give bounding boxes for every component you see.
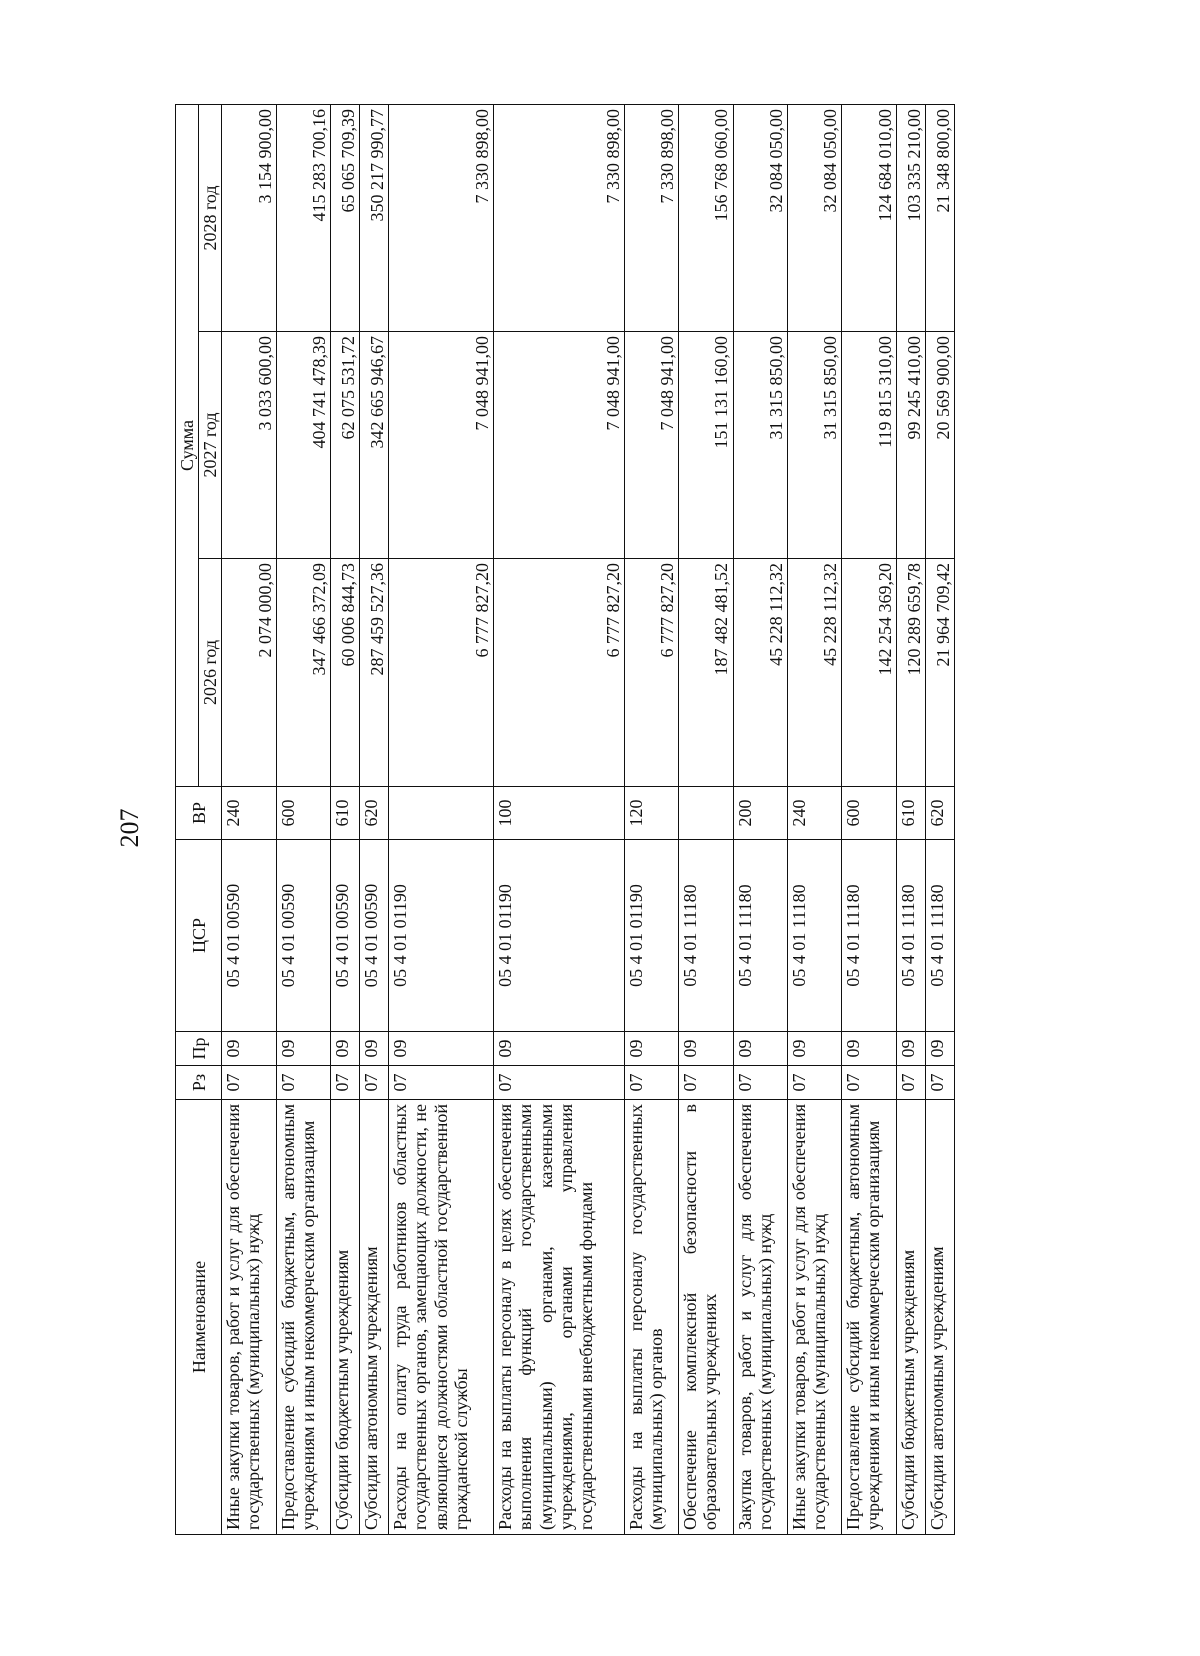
table-row <box>360 104 389 1534</box>
cell-2028: 124 684 010,00 <box>842 104 896 331</box>
table-row <box>276 104 330 1534</box>
cell-rz: 07 <box>276 1066 330 1100</box>
table-row <box>494 104 624 1534</box>
cell-2026: 6 777 827,20 <box>624 559 678 787</box>
cell-2028: 7 330 898,00 <box>494 104 624 331</box>
cell-2026: 142 254 369,20 <box>842 559 896 787</box>
cell-vr: 610 <box>896 787 925 840</box>
cell-2027: 31 315 850,00 <box>733 332 787 559</box>
cell-vr: 240 <box>787 787 841 840</box>
header-2027: 2027 год <box>199 332 222 559</box>
cell-name: Расходы на выплаты персоналу в целях обеспечения выполнения функций государственными (муниципальными) органами, казенными учреждениями, органами управления государственными внебюджетными фондами <box>494 1100 624 1535</box>
cell-csr: 05 4 01 01190 <box>494 840 624 1032</box>
cell-2026: 2 074 000,00 <box>222 559 276 787</box>
cell-csr: 05 4 01 11180 <box>842 840 896 1032</box>
cell-2027: 7 048 941,00 <box>389 332 494 559</box>
cell-rz: 07 <box>222 1066 276 1100</box>
cell-2027: 3 033 600,00 <box>222 332 276 559</box>
cell-pr: 09 <box>733 1032 787 1066</box>
cell-2026: 6 777 827,20 <box>494 559 624 787</box>
table-body <box>222 104 955 1534</box>
cell-2026: 45 228 112,32 <box>733 559 787 787</box>
cell-2027: 31 315 850,00 <box>787 332 841 559</box>
cell-vr: 120 <box>624 787 678 840</box>
cell-name: Предоставление субсидий бюджетным, автономным учреждениям и иным некоммерческим организациям <box>276 1100 330 1535</box>
cell-2028: 65 065 709,39 <box>331 104 360 331</box>
cell-csr: 05 4 01 11180 <box>925 840 954 1032</box>
cell-rz: 07 <box>679 1066 733 1100</box>
cell-csr: 05 4 01 11180 <box>787 840 841 1032</box>
cell-rz: 07 <box>925 1066 954 1100</box>
cell-name: Предоставление субсидий бюджетным, автономным учреждениям и иным некоммерческим организациям <box>842 1100 896 1535</box>
cell-2026: 60 006 844,73 <box>331 559 360 787</box>
table-row <box>733 104 787 1534</box>
cell-2027: 7 048 941,00 <box>624 332 678 559</box>
cell-rz: 07 <box>787 1066 841 1100</box>
header-2028: 2028 год <box>199 104 222 331</box>
cell-pr: 09 <box>624 1032 678 1066</box>
cell-vr: 610 <box>331 787 360 840</box>
cell-vr: 600 <box>842 787 896 840</box>
cell-csr: 05 4 01 00590 <box>360 840 389 1032</box>
cell-pr: 09 <box>679 1032 733 1066</box>
cell-csr: 05 4 01 11180 <box>733 840 787 1032</box>
cell-vr: 200 <box>733 787 787 840</box>
header-pr: Пр <box>176 1032 222 1066</box>
table-row <box>222 104 276 1534</box>
cell-name: Субсидии автономным учреждениям <box>925 1100 954 1535</box>
cell-2026: 347 466 372,09 <box>276 559 330 787</box>
cell-2028: 7 330 898,00 <box>624 104 678 331</box>
cell-2027: 404 741 478,39 <box>276 332 330 559</box>
cell-pr: 09 <box>787 1032 841 1066</box>
cell-2026: 120 289 659,78 <box>896 559 925 787</box>
cell-rz: 07 <box>494 1066 624 1100</box>
cell-2028: 3 154 900,00 <box>222 104 276 331</box>
cell-name: Иные закупки товаров, работ и услуг для обеспечения государственных (муниципальных) нужд <box>787 1100 841 1535</box>
cell-vr: 620 <box>360 787 389 840</box>
cell-pr: 09 <box>331 1032 360 1066</box>
cell-vr: 100 <box>494 787 624 840</box>
cell-csr: 05 4 01 01190 <box>389 840 494 1032</box>
cell-pr: 09 <box>360 1032 389 1066</box>
cell-2026: 187 482 481,52 <box>679 559 733 787</box>
header-csr: ЦСР <box>176 840 222 1032</box>
cell-2027: 62 075 531,72 <box>331 332 360 559</box>
cell-2027: 99 245 410,00 <box>896 332 925 559</box>
cell-name: Субсидии автономным учреждениям <box>360 1100 389 1535</box>
cell-2026: 6 777 827,20 <box>389 559 494 787</box>
cell-rz: 07 <box>389 1066 494 1100</box>
cell-name: Расходы на оплату труда работников областных государственных органов, замещающих должности, не являющиеся должностями областной государственной гражданской службы <box>389 1100 494 1535</box>
cell-2026: 287 459 527,36 <box>360 559 389 787</box>
cell-2028: 350 217 990,77 <box>360 104 389 331</box>
cell-2026: 21 964 709,42 <box>925 559 954 787</box>
table-row <box>787 104 841 1534</box>
cell-pr: 09 <box>842 1032 896 1066</box>
cell-pr: 09 <box>222 1032 276 1066</box>
cell-2027: 342 665 946,67 <box>360 332 389 559</box>
cell-name: Иные закупки товаров, работ и услуг для обеспечения государственных (муниципальных) нужд <box>222 1100 276 1535</box>
cell-2028: 21 348 800,00 <box>925 104 954 331</box>
cell-pr: 09 <box>494 1032 624 1066</box>
cell-csr: 05 4 01 00590 <box>331 840 360 1032</box>
table-row <box>842 104 896 1534</box>
cell-rz: 07 <box>896 1066 925 1100</box>
cell-rz: 07 <box>842 1066 896 1100</box>
cell-vr <box>679 787 733 840</box>
cell-pr: 09 <box>925 1032 954 1066</box>
page-number: 207 <box>115 808 144 848</box>
table-row <box>925 104 954 1534</box>
header-vr: ВР <box>176 787 222 840</box>
cell-name: Обеспечение комплексной безопасности в образовательных учреждениях <box>679 1100 733 1535</box>
header-2026: 2026 год <box>199 559 222 787</box>
cell-csr: 05 4 01 00590 <box>222 840 276 1032</box>
cell-csr: 05 4 01 01190 <box>624 840 678 1032</box>
cell-name: Субсидии бюджетным учреждениям <box>896 1100 925 1535</box>
cell-2027: 7 048 941,00 <box>494 332 624 559</box>
cell-csr: 05 4 01 00590 <box>276 840 330 1032</box>
table-row <box>389 104 494 1534</box>
header-sum: Сумма <box>176 104 199 786</box>
cell-2027: 151 131 160,00 <box>679 332 733 559</box>
table-row <box>896 104 925 1534</box>
cell-2028: 415 283 700,16 <box>276 104 330 331</box>
cell-pr: 09 <box>389 1032 494 1066</box>
header-rz: Рз <box>176 1066 222 1100</box>
cell-csr: 05 4 01 11180 <box>896 840 925 1032</box>
cell-2026: 45 228 112,32 <box>787 559 841 787</box>
cell-vr: 240 <box>222 787 276 840</box>
budget-table <box>175 104 955 1535</box>
cell-2027: 119 815 310,00 <box>842 332 896 559</box>
cell-pr: 09 <box>276 1032 330 1066</box>
cell-pr: 09 <box>896 1032 925 1066</box>
cell-rz: 07 <box>360 1066 389 1100</box>
cell-2028: 103 335 210,00 <box>896 104 925 331</box>
table-header <box>176 104 222 1534</box>
cell-vr: 620 <box>925 787 954 840</box>
cell-2027: 20 569 900,00 <box>925 332 954 559</box>
header-name: Наименование <box>176 1100 222 1535</box>
cell-2028: 32 084 050,00 <box>787 104 841 331</box>
cell-name: Расходы на выплаты персоналу государственных (муниципальных) органов <box>624 1100 678 1535</box>
cell-rz: 07 <box>624 1066 678 1100</box>
rotated-table-container <box>175 105 955 1535</box>
cell-vr <box>389 787 494 840</box>
cell-csr: 05 4 01 11180 <box>679 840 733 1032</box>
table-row <box>331 104 360 1534</box>
cell-2028: 32 084 050,00 <box>733 104 787 331</box>
cell-name: Закупка товаров, работ и услуг для обеспечения государственных (муниципальных) нужд <box>733 1100 787 1535</box>
cell-2028: 7 330 898,00 <box>389 104 494 331</box>
cell-2028: 156 768 060,00 <box>679 104 733 331</box>
cell-rz: 07 <box>733 1066 787 1100</box>
cell-name: Субсидии бюджетным учреждениям <box>331 1100 360 1535</box>
cell-rz: 07 <box>331 1066 360 1100</box>
cell-vr: 600 <box>276 787 330 840</box>
table-row <box>624 104 678 1534</box>
table-row <box>679 104 733 1534</box>
